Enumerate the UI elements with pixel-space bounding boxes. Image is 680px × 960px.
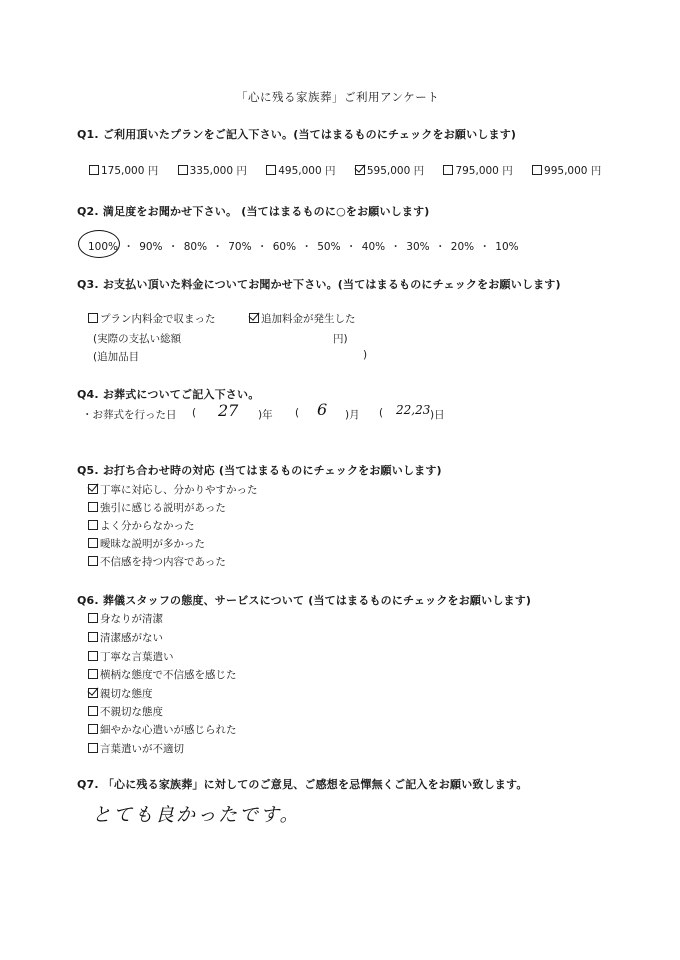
q3-option-extra-fee[interactable]: 追加料金が発生した	[249, 311, 356, 326]
q1-option-795000[interactable]: 795,000 円	[443, 163, 512, 178]
q6-option[interactable]: 細やかな心遣いが感じられた	[88, 722, 237, 737]
checkbox-icon[interactable]	[178, 165, 188, 175]
q5-option[interactable]: 不信感を持つ内容であった	[88, 554, 226, 569]
q5-option[interactable]: 丁寧に対応し、分かりやすかった	[88, 482, 258, 497]
q3-added-items-label: (追加品目	[93, 351, 140, 363]
checkbox-checked-icon[interactable]	[88, 484, 98, 494]
q4-year-open: (	[192, 407, 197, 419]
q4-month-close: )月	[345, 409, 360, 421]
q1-option-995000[interactable]: 995,000 円	[532, 163, 601, 178]
q6-option[interactable]: 清潔感がない	[88, 630, 163, 645]
checkbox-icon[interactable]	[88, 520, 98, 530]
q4-day-open: (	[379, 407, 384, 419]
q2-scale[interactable]: 100% ・ 90% ・ 80% ・ 70% ・ 60% ・ 50% ・ 40% ・ 30% ・ 20% ・ 10%	[88, 241, 519, 253]
q6-option[interactable]: 言葉遣いが不適切	[88, 741, 184, 756]
q1-option-595000[interactable]: 595,000 円	[355, 163, 424, 178]
q3-paid-total-unit: 円)	[333, 333, 348, 345]
checkbox-icon[interactable]	[88, 669, 98, 679]
q3-option-within-plan[interactable]: プラン内料金で収まった	[88, 311, 216, 326]
checkbox-checked-icon[interactable]	[249, 313, 259, 323]
checkbox-icon[interactable]	[88, 502, 98, 512]
q3-paid-total-label: (実際の支払い総額	[93, 333, 182, 345]
checkbox-icon[interactable]	[88, 632, 98, 642]
q1-options	[89, 163, 601, 178]
q4-question: Q4. お葬式についてご記入下さい。	[77, 388, 260, 401]
q3-question: Q3. お支払い頂いた料金についてお聞かせ下さい。(当てはまるものにチェックをお願いします)	[77, 278, 561, 291]
checkbox-icon[interactable]	[88, 313, 98, 323]
checkbox-icon[interactable]	[443, 165, 453, 175]
checkbox-icon[interactable]	[88, 743, 98, 753]
q4-date-label: ・お葬式を行った日	[82, 409, 177, 421]
q1-option-175000[interactable]: 175,000 円	[89, 163, 158, 178]
q6-option[interactable]: 横柄な態度で不信感を感じた	[88, 667, 237, 682]
q7-answer[interactable]: とても良かったです。	[92, 804, 301, 826]
q4-year-close: )年	[258, 409, 273, 421]
q6-option[interactable]: 不親切な態度	[88, 704, 163, 719]
q2-question: Q2. 満足度をお聞かせ下さい。 (当てはまるものに○をお願いします)	[77, 205, 430, 218]
checkbox-icon[interactable]	[88, 724, 98, 734]
page-title: 「心に残る家族葬」ご利用アンケート	[236, 90, 440, 104]
q4-day-close: )日	[430, 409, 445, 421]
checkbox-icon[interactable]	[88, 556, 98, 566]
q3-added-items-close: )	[363, 349, 368, 361]
q7-question: Q7. 「心に残る家族葬」に対してのご意見、ご感想を忌憚無くご記入をお願い致します。	[77, 778, 528, 791]
q4-month-value[interactable]: 6	[317, 400, 328, 419]
checkbox-icon[interactable]	[88, 613, 98, 623]
q4-year-value[interactable]: 27	[218, 401, 239, 420]
checkbox-checked-icon[interactable]	[88, 688, 98, 698]
q4-day-value[interactable]: 22,23	[396, 403, 431, 417]
q6-option[interactable]: 丁寧な言葉遣い	[88, 649, 174, 664]
q6-option[interactable]: 身なりが清潔	[88, 611, 163, 626]
q5-question: Q5. お打ち合わせ時の対応 (当てはまるものにチェックをお願いします)	[77, 464, 442, 477]
checkbox-icon[interactable]	[88, 538, 98, 548]
checkbox-checked-icon[interactable]	[355, 165, 365, 175]
q1-question: Q1. ご利用頂いたプランをご記入下さい。(当てはまるものにチェックをお願いします)	[77, 128, 517, 141]
q1-option-335000[interactable]: 335,000 円	[178, 163, 247, 178]
q4-month-open: (	[295, 407, 300, 419]
q5-option[interactable]: よく分からなかった	[88, 518, 195, 533]
q5-option[interactable]: 強引に感じる説明があった	[88, 500, 226, 515]
checkbox-icon[interactable]	[532, 165, 542, 175]
q6-option[interactable]: 親切な態度	[88, 686, 153, 701]
q1-option-495000[interactable]: 495,000 円	[266, 163, 335, 178]
selected-circle-icon	[78, 230, 120, 258]
q5-option[interactable]: 曖昧な説明が多かった	[88, 536, 205, 551]
checkbox-icon[interactable]	[88, 651, 98, 661]
checkbox-icon[interactable]	[88, 706, 98, 716]
q6-question: Q6. 葬儀スタッフの態度、サービスについて (当てはまるものにチェックをお願いします)	[77, 594, 532, 607]
checkbox-icon[interactable]	[266, 165, 276, 175]
checkbox-icon[interactable]	[89, 165, 99, 175]
